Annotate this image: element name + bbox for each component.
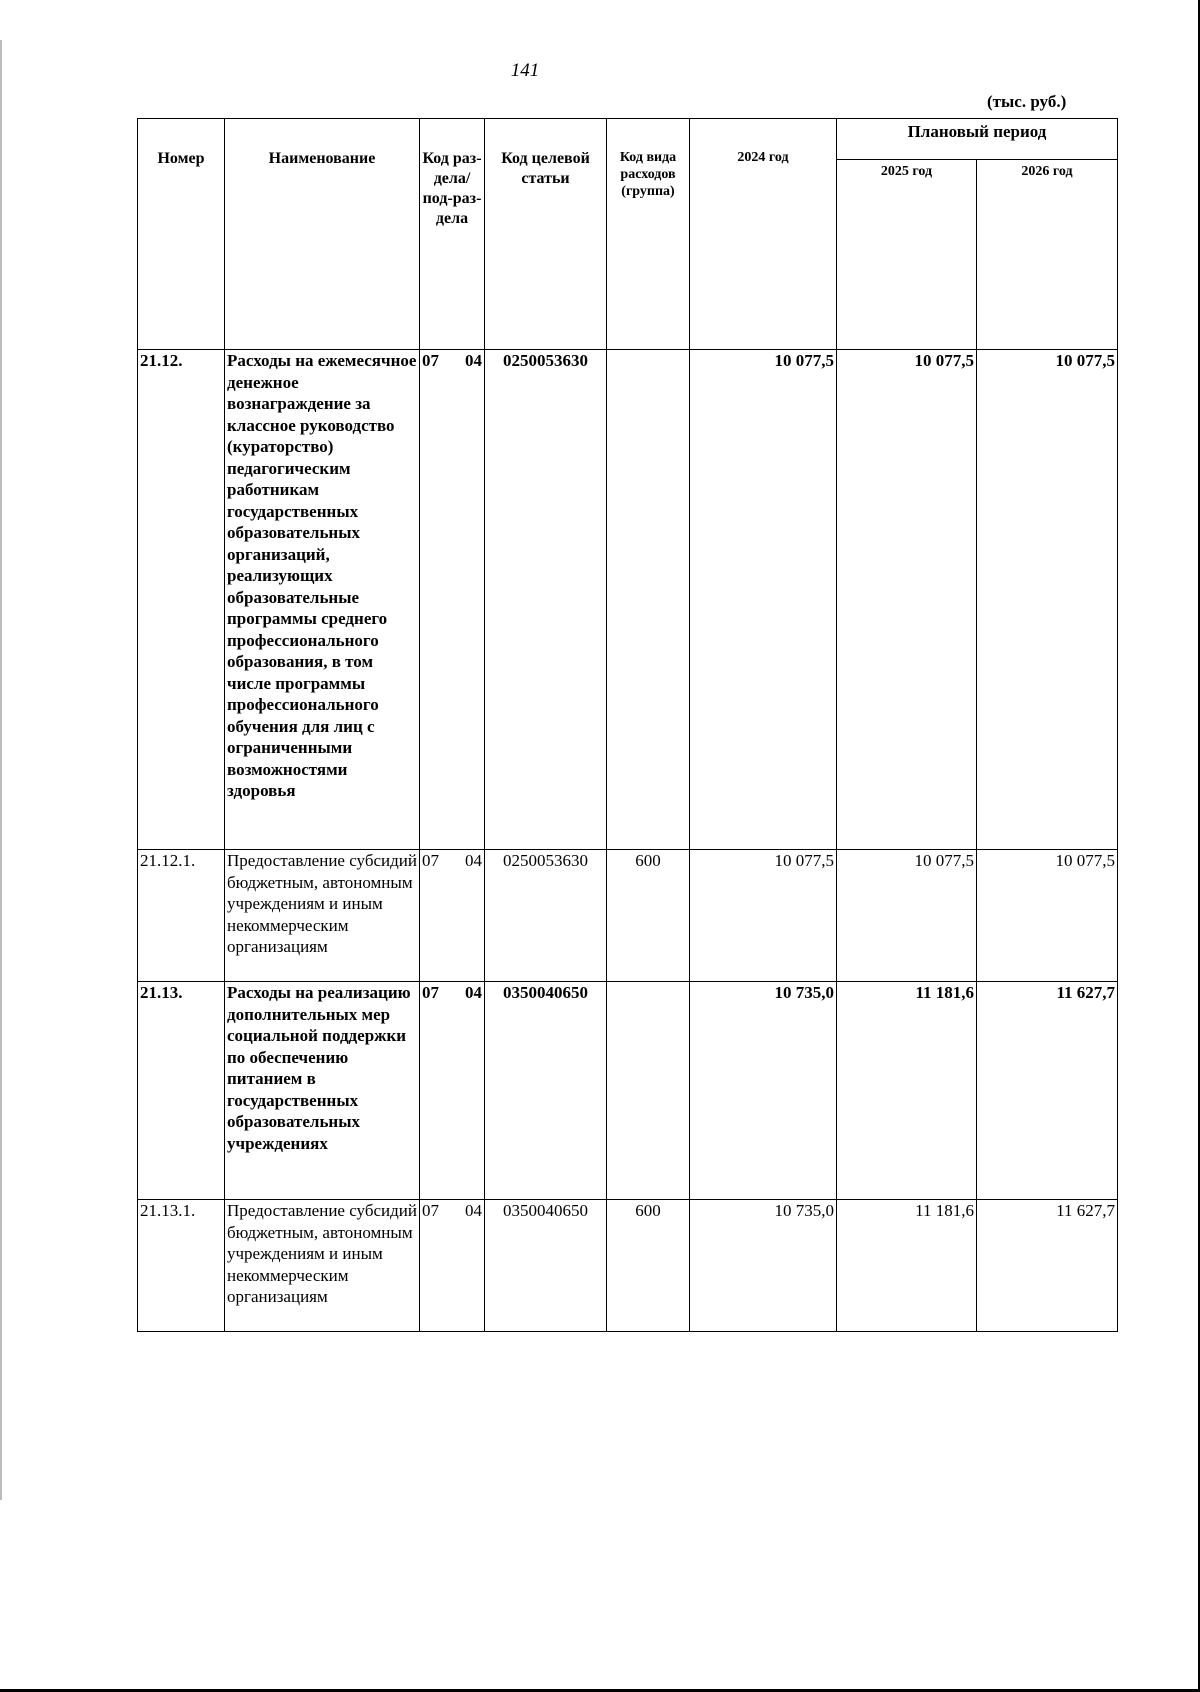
- razdel: 07: [422, 851, 439, 870]
- row-y2024: 10 735,0: [690, 982, 837, 1200]
- scan-edge-left: [0, 40, 2, 1500]
- row-number: 21.13.: [138, 982, 225, 1200]
- row-y2026: 10 077,5: [977, 850, 1118, 982]
- row-target-code: 0250053630: [485, 850, 607, 982]
- row-y2024: 10 077,5: [690, 350, 837, 850]
- row-y2026: 10 077,5: [977, 350, 1118, 850]
- table-row: [138, 350, 1118, 850]
- header-section-code: Код раз-дела/ под-раз-дела: [420, 119, 485, 350]
- row-target-code: 0350040650: [485, 982, 607, 1200]
- podrazdel: 04: [465, 851, 482, 870]
- row-expense-type: 600: [607, 1200, 690, 1332]
- row-section-code: [420, 982, 485, 1200]
- row-target-code: 0250053630: [485, 350, 607, 850]
- row-name: Предоставление субсидий бюджетным, автономным учреждениям и иным некоммерческим организациям: [225, 850, 420, 982]
- budget-table: [137, 118, 1118, 1332]
- header-number: Номер: [138, 119, 225, 350]
- row-expense-type: [607, 982, 690, 1200]
- row-y2025: 10 077,5: [837, 850, 977, 982]
- row-name: Предоставление субсидий бюджетным, автономным учреждениям и иным некоммерческим организациям: [225, 1200, 420, 1332]
- row-number: 21.12.: [138, 350, 225, 850]
- podrazdel: 04: [465, 983, 482, 1002]
- header-planned-period: Плановый период: [837, 119, 1118, 160]
- row-section-code: [420, 1200, 485, 1332]
- row-target-code: 0350040650: [485, 1200, 607, 1332]
- table-row: [138, 850, 1118, 982]
- row-expense-type: 600: [607, 850, 690, 982]
- row-y2026: 11 627,7: [977, 982, 1118, 1200]
- row-number: 21.12.1.: [138, 850, 225, 982]
- row-section-code: [420, 850, 485, 982]
- row-number: 21.13.1.: [138, 1200, 225, 1332]
- row-name: Расходы на реализацию дополнительных мер социальной поддержки по обеспечению питанием в государственных образовательных учреждениях: [225, 982, 420, 1200]
- table-row: [138, 1200, 1118, 1332]
- razdel: 07: [422, 1201, 439, 1220]
- row-y2025: 11 181,6: [837, 982, 977, 1200]
- table-row: [138, 982, 1118, 1200]
- row-y2024: 10 735,0: [690, 1200, 837, 1332]
- header-name: Наименование: [225, 119, 420, 350]
- podrazdel: 04: [465, 1201, 482, 1220]
- podrazdel: 04: [465, 351, 482, 370]
- row-expense-type: [607, 350, 690, 850]
- row-name: Расходы на ежемесячное денежное вознаграждение за классное руководство (кураторство) педагогическим работникам государственных образовательных организаций, реализующих образовательные программы среднего профессионального образования, в том числе программы профессионального обучения для лиц с ограниченными возможностями здоровья: [225, 350, 420, 850]
- header-expense-type: Код вида расходов (группа): [607, 119, 690, 350]
- page-number: 141: [510, 60, 540, 81]
- row-y2025: 10 077,5: [837, 350, 977, 850]
- row-y2024: 10 077,5: [690, 850, 837, 982]
- row-section-code: [420, 350, 485, 850]
- header-target-code: Код целевой статьи: [485, 119, 607, 350]
- header-year-2024: 2024 год: [690, 119, 837, 350]
- units-label: (тыс. руб.): [987, 92, 1067, 111]
- row-y2026: 11 627,7: [977, 1200, 1118, 1332]
- razdel: 07: [422, 351, 439, 370]
- razdel: 07: [422, 983, 439, 1002]
- row-y2025: 11 181,6: [837, 1200, 977, 1332]
- header-year-2025: 2025 год: [837, 159, 977, 350]
- header-year-2026: 2026 год: [977, 159, 1118, 350]
